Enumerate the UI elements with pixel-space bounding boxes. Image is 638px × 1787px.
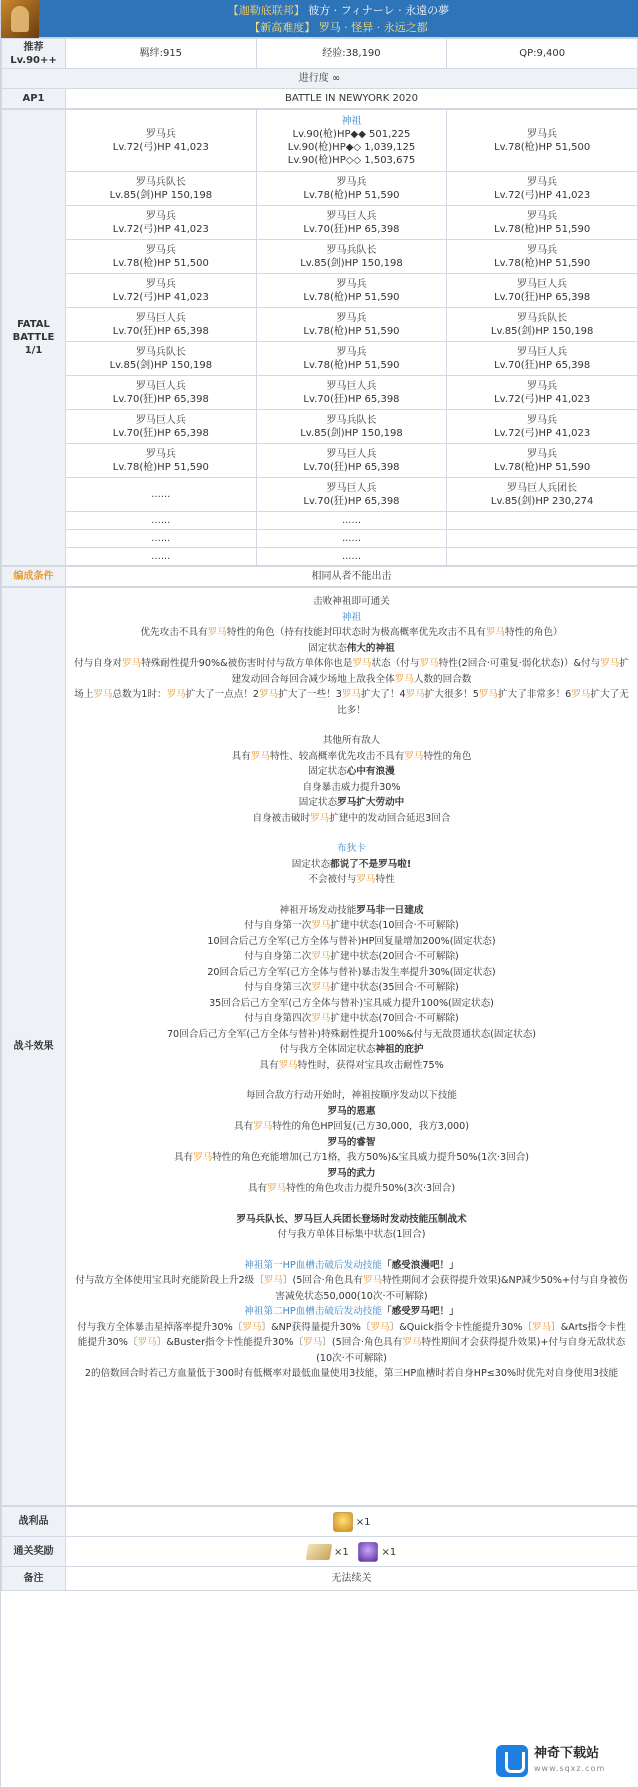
enemy-name: 罗马兵	[527, 448, 558, 460]
enemy-name: 罗马巨人兵	[135, 312, 186, 324]
enemy-cell	[447, 548, 638, 566]
boss-hp-line: Lv.90(枪)HP◆◆ 501,225	[292, 128, 411, 140]
effects-table	[1, 587, 638, 1506]
enemy-cell	[66, 110, 257, 172]
enemy-cell	[256, 478, 447, 512]
enemy-stats: Lv.70(狂)HP 65,398	[112, 393, 209, 405]
effect-line: 自身暴击威力提升30%	[302, 781, 401, 793]
effect-line: 付与我方单体目标集中状态(1回合)	[277, 1229, 426, 1240]
enemy-name: 罗马兵	[527, 210, 558, 222]
enemy-stats: Lv.72(弓)HP 41,023	[494, 189, 591, 201]
drops-items	[66, 1507, 638, 1537]
effect-line: 10回合后己方全军(己方全体与替补)HP回复量增加200%(固定状态)	[207, 935, 496, 947]
enemy-name: 罗马兵队长	[517, 312, 568, 324]
exp-value: 经验:38,190	[256, 39, 447, 69]
enemy-stats: Lv.70(狂)HP 65,398	[112, 427, 209, 439]
enemy-cell	[66, 206, 257, 240]
enemy-cell	[256, 530, 447, 548]
quest-header	[1, 0, 638, 38]
restriction-table	[1, 566, 638, 587]
watermark-url: www.sqxz.com	[534, 1764, 606, 1773]
enemy-name: ......	[151, 533, 171, 544]
enemy-name: 罗马巨人兵	[517, 346, 568, 358]
enemy-cell	[256, 548, 447, 566]
site-logo-icon	[496, 1745, 528, 1777]
reward-count-1: ×1	[333, 1546, 349, 1558]
effect-line: 罗马兵队长、罗马巨人兵团长登场时发动技能压制战术	[236, 1213, 467, 1225]
effect-line: 布狄卡	[337, 843, 366, 854]
enemy-cell	[66, 342, 257, 376]
enemy-cell	[447, 308, 638, 342]
enemy-cell	[66, 478, 257, 512]
enemy-cell	[447, 240, 638, 274]
progress-value: 进行度 ∞	[2, 69, 638, 89]
effect-line: 固定状态罗马扩大劳动中	[298, 797, 405, 808]
enemy-cell	[66, 512, 257, 530]
boss-hp-line: Lv.90(枪)HP◇◇ 1,503,675	[287, 154, 416, 166]
enemy-name: 罗马兵	[336, 346, 367, 358]
enemy-name: 罗马兵队长	[135, 176, 186, 188]
enemy-cell	[66, 376, 257, 410]
effect-line: 具有罗马特性的角色攻击力提升50%(3次·3回合)	[247, 1183, 456, 1194]
enemy-cell	[66, 240, 257, 274]
enemy-stats: Lv.70(狂)HP 65,398	[494, 291, 591, 303]
enemy-cell	[447, 444, 638, 478]
qp-value: QP:9,400	[447, 39, 638, 69]
enemy-name: 罗马巨人兵	[326, 380, 377, 392]
enemy-name: ......	[341, 551, 362, 562]
enemy-name: ......	[341, 533, 362, 544]
enemy-name: 罗马兵	[527, 380, 558, 392]
enemy-stats: Lv.85(剑)HP 150,198	[109, 359, 213, 371]
enemy-name: 罗马兵	[145, 128, 176, 140]
enemy-name: 罗马兵队长	[326, 414, 377, 426]
note-text: 无法续关	[66, 1567, 638, 1591]
enemy-cell	[447, 172, 638, 206]
boss-hp-line: Lv.90(枪)HP◆◇ 1,039,125	[287, 141, 416, 153]
effect-line: 场上罗马总数为1时：罗马扩大了一点点！2罗马扩大了一些！3罗马扩大了！4罗马扩大很多！5罗马扩大了非常多！6罗马扩大了无比多！	[74, 689, 629, 716]
enemy-cell	[447, 274, 638, 308]
enemy-cell	[66, 410, 257, 444]
enemy-cell	[256, 308, 447, 342]
enemy-cell	[256, 172, 447, 206]
enemy-name: 罗马兵	[336, 312, 367, 324]
enemy-stats: Lv.85(剑)HP 150,198	[490, 325, 594, 337]
effect-line: 付与自身第一次罗马扩建中状态(10回合·不可解除)	[244, 920, 459, 931]
enemy-name: 罗马兵	[145, 210, 176, 222]
enemy-cell	[256, 240, 447, 274]
reward-label: 通关奖励	[2, 1537, 66, 1567]
enemy-name: 罗马巨人兵	[326, 210, 377, 222]
enemy-stats: Lv.72(弓)HP 41,023	[494, 427, 591, 439]
effect-line: 自身被击破时罗马扩建中的发动回合延迟3回合	[252, 812, 451, 824]
purple-material-icon[interactable]	[358, 1542, 378, 1562]
effect-line: 不会被付与罗马特性	[308, 874, 395, 885]
enemy-stats: Lv.70(狂)HP 65,398	[303, 461, 400, 473]
restriction-text: 相同从者不能出击	[66, 567, 638, 587]
enemy-stats: Lv.78(枪)HP 51,590	[303, 291, 400, 303]
enemy-stats: Lv.70(狂)HP 65,398	[112, 325, 209, 337]
enemy-stats: Lv.85(剑)HP 150,198	[109, 189, 213, 201]
enemy-stats: Lv.78(枪)HP 51,590	[303, 325, 400, 337]
ap-label: AP1	[2, 89, 66, 109]
effect-line: 固定状态都说了不是罗马啦!	[291, 858, 412, 870]
effect-line: 具有罗马特性的角色充能增加(己方1格，我方50%)&宝具威力提升50%(1次·3回合)	[173, 1152, 530, 1163]
enemy-cell	[447, 478, 638, 512]
enemy-name: ......	[151, 489, 171, 500]
enemy-stats: Lv.78(枪)HP 51,590	[112, 461, 209, 473]
recommend-label: 推荐 Lv.90++	[2, 39, 66, 69]
effect-line: 具有罗马特性的角色HP回复(己方30,000，我方3,000)	[233, 1121, 470, 1132]
enemy-stats: Lv.78(枪)HP 51,590	[494, 461, 591, 473]
effect-line: 罗马的恩惠	[327, 1105, 376, 1117]
enemy-cell	[447, 342, 638, 376]
enemy-cell	[256, 206, 447, 240]
effect-line: 35回合后己方全军(己方全体与替补)宝具威力提升100%(固定状态)	[209, 997, 494, 1009]
enemy-stats: Lv.78(枪)HP 51,590	[494, 223, 591, 235]
fatal-battle-label: FATAL BATTLE 1/1	[2, 110, 66, 566]
enemy-stats: Lv.70(狂)HP 65,398	[303, 393, 400, 405]
enemy-name: ......	[341, 515, 362, 526]
effect-line: 神祖第一HP血槽击破后发动技能「感受浪漫吧！」	[244, 1259, 459, 1271]
enemy-cell	[447, 530, 638, 548]
effects-label: 战斗效果	[2, 588, 66, 1506]
quest-info-table	[1, 38, 638, 109]
enemy-stats: Lv.72(弓)HP 41,023	[112, 291, 209, 303]
effect-line: 具有罗马特性、较高概率优先攻击不具有罗马特性的角色	[231, 750, 472, 762]
enemy-stats: Lv.70(狂)HP 65,398	[494, 359, 591, 371]
enemy-name: ......	[151, 515, 171, 526]
enemy-name: 罗马巨人兵	[517, 278, 568, 290]
enemy-cell	[447, 376, 638, 410]
drops-label: 战利品	[2, 1507, 66, 1537]
reward-count-2: ×1	[381, 1546, 397, 1558]
effect-line: 优先攻击不具有罗马特性的角色（持有技能封印状态时为极高概率优先攻击不具有罗马特性的角色）	[140, 627, 563, 638]
enemy-cell	[256, 342, 447, 376]
boss-name: 神祖	[341, 115, 362, 127]
enemy-cell	[447, 512, 638, 530]
restriction-label: 编成条件	[2, 567, 66, 587]
enemy-cell	[256, 410, 447, 444]
enemy-stats: Lv.78(枪)HP 51,590	[303, 189, 400, 201]
enemy-stats: Lv.72(弓)HP 41,023	[494, 393, 591, 405]
enemy-cell	[447, 110, 638, 172]
quest-title	[39, 0, 638, 37]
effect-line: 神祖开场发动技能罗马非一日建成	[279, 904, 424, 916]
enemy-cell	[256, 444, 447, 478]
enemy-name: 罗马巨人兵团长	[507, 482, 578, 494]
enemy-cell	[66, 444, 257, 478]
enemy-stats: Lv.85(剑)HP 150,198	[300, 257, 403, 269]
note-label: 备注	[2, 1567, 66, 1591]
effect-line: 付与我方全体固定状态神祖的庇护	[279, 1044, 424, 1055]
enemy-stats: Lv.78(枪)HP 51,590	[303, 359, 400, 371]
effect-line: 固定状态心中有浪漫	[308, 766, 395, 777]
effect-line: 付与自身第四次罗马扩建中状态(70回合·不可解除)	[244, 1013, 459, 1024]
enemy-stats: Lv.85(剑)HP 230,274	[490, 495, 594, 507]
drops-count: ×1	[355, 1516, 371, 1528]
enemy-name: 罗马兵	[145, 448, 176, 460]
enemy-stats: Lv.78(枪)HP 51,500	[112, 257, 209, 269]
enemy-cell	[66, 308, 257, 342]
effect-line: 具有罗马特性时，获得对宝具攻击耐性75%	[259, 1059, 444, 1071]
quest-title-main: 【新高难度】 罗马 · 怪异 · 永远之都	[249, 21, 428, 34]
enemy-stats: Lv.85(剑)HP 150,198	[300, 427, 403, 439]
effect-line: 付与自身第二次罗马扩建中状态(20回合·不可解除)	[244, 951, 459, 962]
enemy-name: 罗马兵	[336, 278, 367, 290]
effect-line: 付与自身对罗马特殊耐性提升90%&被伤害时付与敌方单体你也是罗马状态（付与罗马特性(2回合·可重复·弱化状态)）&付与罗马扩建发动回合每回合减少场地上敌我全体罗马人数的回合数	[74, 658, 629, 685]
enemy-cell	[66, 172, 257, 206]
effect-line: 付与敌方全体使用宝具时充能阶段上升2级〔罗马〕(5回合·角色具有罗马特性期间才会获得提升效果)&NP减少50%+付与自身被伤害减免状态50,000(10次·不可解除)	[75, 1275, 628, 1302]
enemy-name: 罗马兵	[336, 176, 367, 188]
quest-thumbnail	[1, 0, 39, 38]
quest-title-sub: 彼方 · フィナーレ · 永遠の夢	[308, 4, 450, 17]
enemy-stats: Lv.78(枪)HP 51,500	[494, 141, 591, 153]
enemy-stats: Lv.72(弓)HP 41,023	[112, 223, 209, 235]
enemy-stats: Lv.70(狂)HP 65,398	[303, 223, 400, 235]
effect-line: 付与我方全体暴击星掉落率提升30%〔罗马〕&NP获得量提升30%〔罗马〕&Quick指令卡性能提升30%〔罗马〕&Arts指令卡性能提升30%〔罗马〕&Buster指令卡性能提升30%〔罗马〕(5回合·角色具有罗马特性期间才会获得提升效果)+付与自身无敌状态(10次·不可解除)	[77, 1321, 626, 1364]
enemy-cell	[447, 410, 638, 444]
effect-line: 其他所有敌人	[322, 735, 381, 746]
effect-line: 2的倍数回合时若己方血量低于300时有低概率对最低血量使用3技能，第三HP血槽时若自身HP≤30%时优先对自身使用3技能	[84, 1368, 619, 1379]
effect-line: 付与自身第三次罗马扩建中状态(35回合·不可解除)	[244, 982, 459, 993]
enemy-name: 罗马兵	[527, 244, 558, 256]
enemy-name: ......	[151, 551, 171, 562]
effect-line: 70回合后己方全军(己方全体与替补)特殊耐性提升100%&付与无敌贯通状态(固定状态)	[166, 1028, 537, 1040]
enemy-name: 罗马兵	[527, 128, 558, 140]
quest-title-tag: 【迦勒底联邦】	[227, 4, 305, 17]
enemy-name: 罗马兵队长	[135, 346, 186, 358]
bond-value: 羁绊:915	[66, 39, 257, 69]
enemy-stats: Lv.70(狂)HP 65,398	[303, 495, 400, 507]
effect-line: 罗马的睿智	[327, 1136, 376, 1148]
enemy-stats: Lv.72(弓)HP 41,023	[112, 141, 209, 153]
enemy-cell	[66, 274, 257, 308]
effect-line: 罗马的武力	[327, 1167, 376, 1179]
gold-material-icon[interactable]	[333, 1512, 353, 1532]
enemy-cell	[66, 548, 257, 566]
enemy-cell	[256, 376, 447, 410]
effect-line: 每回合敌方行动开始时，神祖按顺序发动以下技能	[245, 1090, 458, 1101]
enemy-name: 罗马兵	[527, 176, 558, 188]
enemy-name: 罗马兵	[145, 278, 176, 290]
effect-line: 击败神祖即可通关	[313, 596, 390, 607]
rewards-table	[1, 1506, 638, 1591]
effect-line: 神祖第二HP血槽击破后发动技能「感受罗马吧！」	[244, 1306, 459, 1317]
effects-content	[66, 588, 637, 1388]
enemy-stats: Lv.78(枪)HP 51,590	[494, 257, 591, 269]
enemy-cell	[256, 274, 447, 308]
book-item-icon[interactable]	[305, 1544, 332, 1560]
watermark-name: 神奇下载站	[534, 1746, 600, 1761]
enemy-name: 罗马兵	[527, 414, 558, 426]
enemy-cell	[66, 530, 257, 548]
enemy-name: 罗马巨人兵	[326, 482, 377, 494]
enemy-name: 罗马巨人兵	[135, 414, 186, 426]
enemy-name: 罗马兵队长	[326, 244, 377, 256]
enemy-cell	[447, 206, 638, 240]
battle-enemy-table	[1, 109, 638, 566]
site-watermark	[492, 1741, 634, 1781]
enemy-name: 罗马巨人兵	[326, 448, 377, 460]
effect-line: 神祖	[341, 611, 362, 623]
battle-name: BATTLE IN NEWYORK 2020	[66, 89, 638, 109]
enemy-cell	[256, 512, 447, 530]
effect-line: 20回合后己方全军(己方全体与替补)暴击发生率提升30%(固定状态)	[207, 966, 496, 978]
effect-line: 固定状态伟大的神祖	[308, 642, 395, 654]
boss-cell	[256, 110, 447, 172]
enemy-name: 罗马巨人兵	[135, 380, 186, 392]
enemy-name: 罗马兵	[145, 244, 176, 256]
reward-items	[66, 1537, 638, 1567]
